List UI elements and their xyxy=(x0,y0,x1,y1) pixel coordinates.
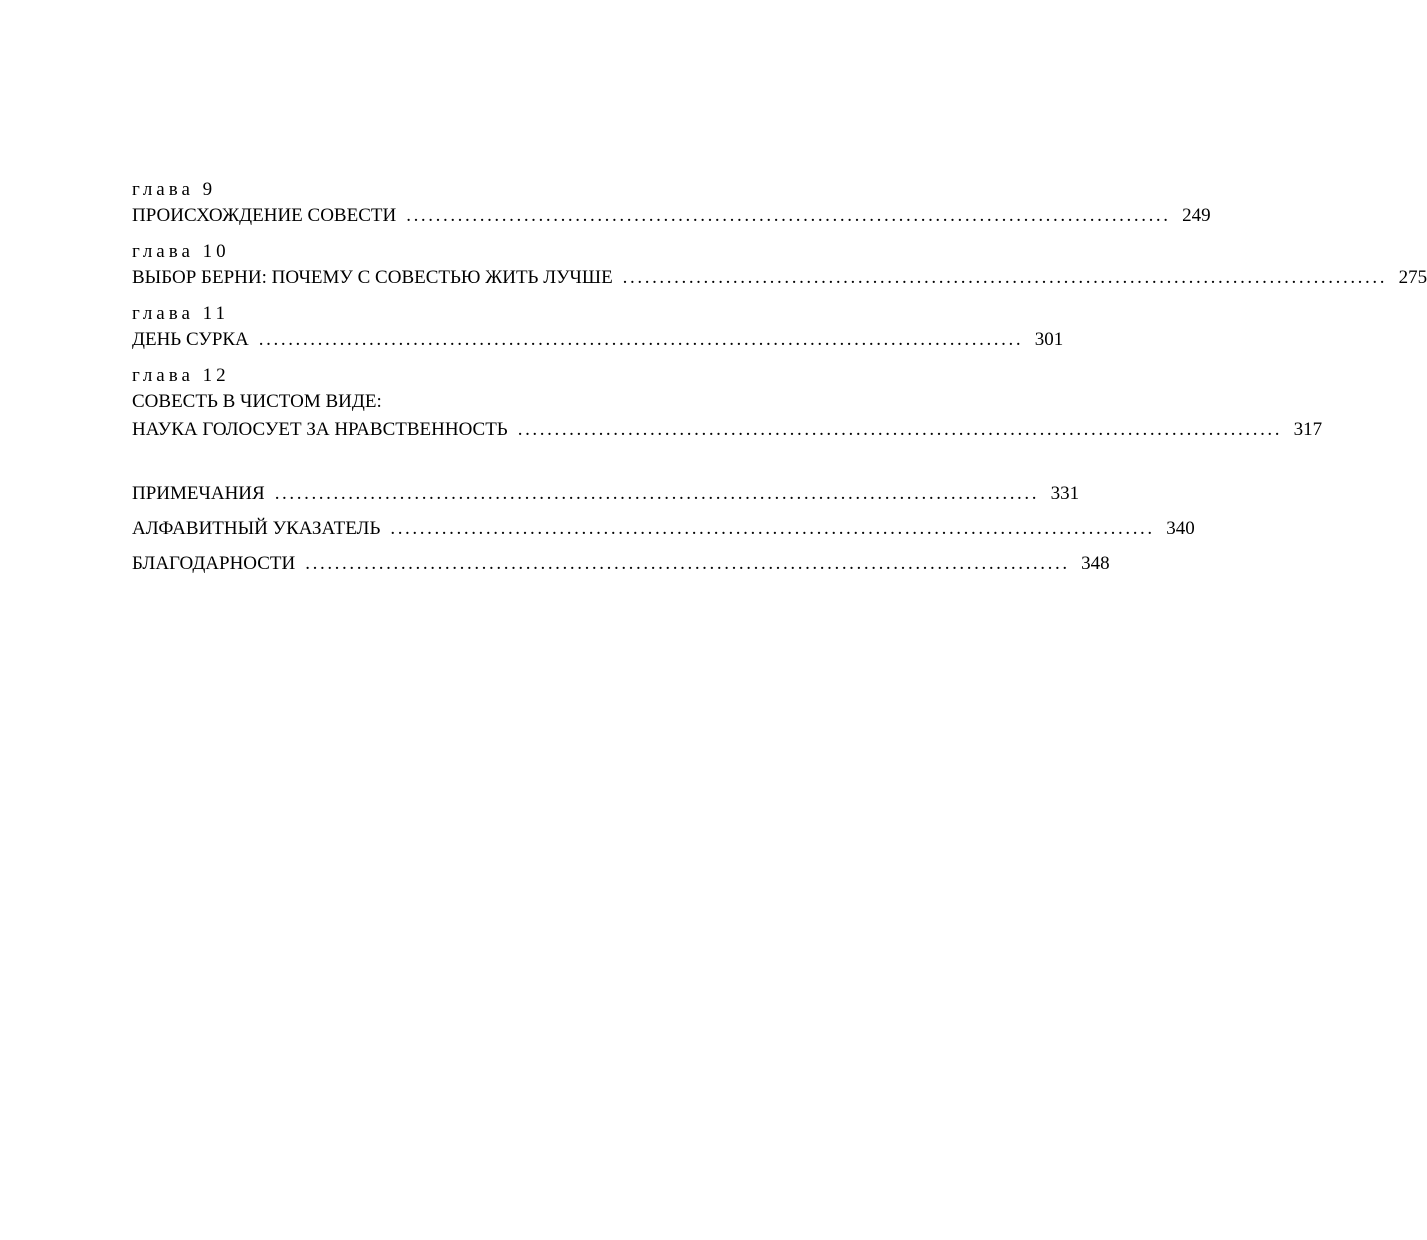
chapter-label: глава 10 xyxy=(132,241,230,262)
section-title: ПРИМЕЧАНИЯ xyxy=(132,483,265,504)
chapter-label: глава 9 xyxy=(132,179,217,200)
toc-entry-acknowledgements[interactable] xyxy=(132,550,1110,578)
dot-leader: ........................................................................................................ xyxy=(390,518,1155,539)
page-number: 331 xyxy=(1050,483,1080,504)
toc-chapter-10 xyxy=(132,240,1427,292)
toc-chapter-9 xyxy=(132,178,1211,230)
page-number: 301 xyxy=(1034,329,1064,350)
toc-chapter-12 xyxy=(132,364,1323,444)
dot-leader: ........................................................................................................ xyxy=(258,329,1024,350)
section-title: БЛАГОДАРНОСТИ xyxy=(132,553,296,574)
chapter-title: ВЫБОР БЕРНИ: ПОЧЕМУ С СОВЕСТЬЮ ЖИТЬ ЛУЧШЕ xyxy=(132,267,613,288)
chapter-title-line1: СОВЕСТЬ В ЧИСТОМ ВИДЕ: xyxy=(132,391,382,412)
toc-entry-notes[interactable] xyxy=(132,480,1080,508)
chapter-title: ДЕНЬ СУРКА xyxy=(132,329,249,350)
chapter-title: ПРОИСХОЖДЕНИЕ СОВЕСТИ xyxy=(132,205,397,226)
section-title: АЛФАВИТНЫЙ УКАЗАТЕЛЬ xyxy=(132,518,381,539)
dot-leader: ........................................................................................................ xyxy=(622,267,1388,288)
page-number: 348 xyxy=(1081,553,1110,574)
table-of-contents xyxy=(132,178,1427,585)
toc-entry[interactable] xyxy=(132,202,1211,230)
dot-leader: ........................................................................................................ xyxy=(305,553,1070,574)
chapter-label: глава 11 xyxy=(132,303,229,324)
dot-leader: ........................................................................................................ xyxy=(406,205,1171,226)
dot-leader: ........................................................................................................ xyxy=(517,419,1283,440)
page-number: 249 xyxy=(1182,205,1211,226)
chapter-label: глава 12 xyxy=(132,365,230,386)
chapter-title: НАУКА ГОЛОСУЕТ ЗА НРАВСТВЕННОСТЬ xyxy=(132,419,508,440)
section-gap xyxy=(132,454,766,480)
page-number: 275 xyxy=(1398,267,1427,288)
dot-leader: ........................................................................................................ xyxy=(274,483,1040,504)
page-number: 317 xyxy=(1293,419,1323,440)
toc-entry[interactable] xyxy=(132,264,1427,292)
toc-entry[interactable] xyxy=(132,416,1323,444)
toc-entry[interactable] xyxy=(132,326,1064,354)
page-number: 340 xyxy=(1166,518,1195,539)
toc-entry-index[interactable] xyxy=(132,515,1195,543)
toc-chapter-11 xyxy=(132,302,1064,354)
